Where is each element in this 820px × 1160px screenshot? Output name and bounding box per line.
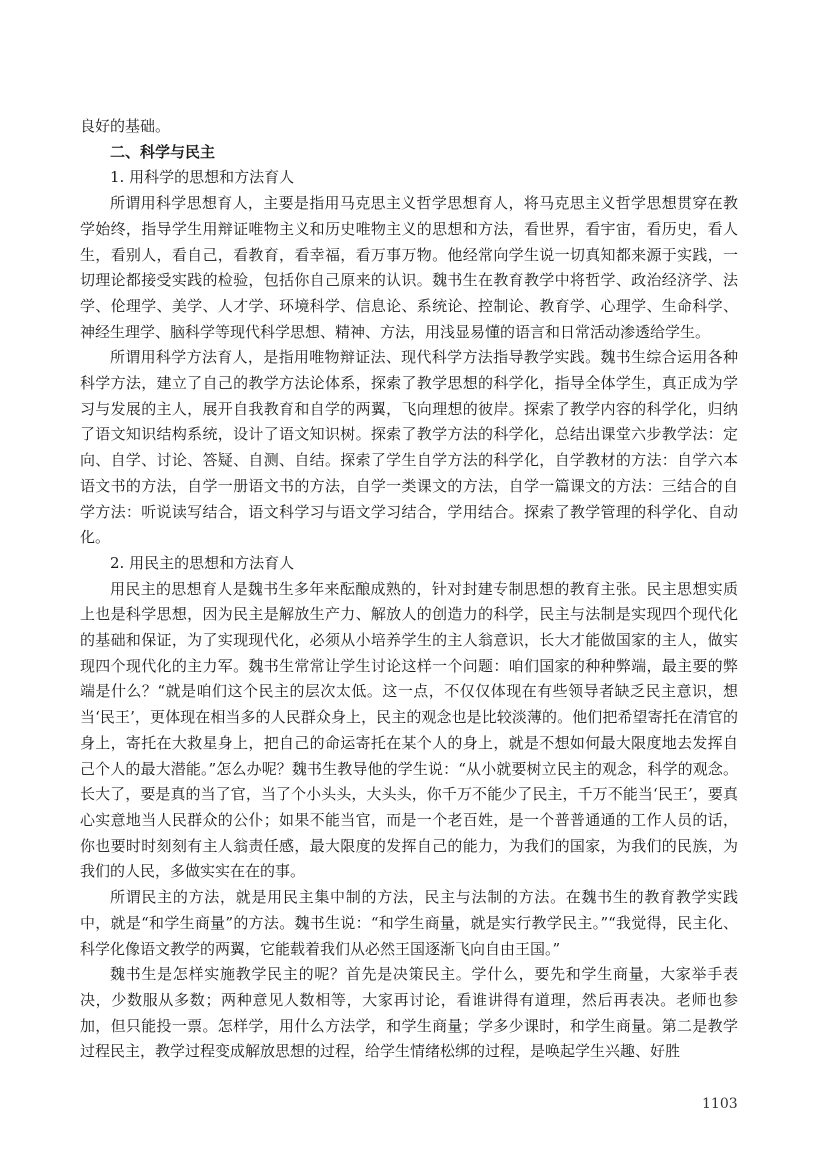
page-number: 1103 — [702, 1096, 738, 1112]
paragraph: 用民主的思想育人是魏书生多年来酝酿成熟的，针对封建专制思想的教育主张。民主思想实质上也是科学思想，因为民主是解放生产力、解放人的创造力的科学，民主与法制是实现四个现代化的基础和保证，为了实现现代化，必须从小培养学生的主人翁意识，长大才能做国家的主人，做实现四个现代化的主力军。魏书生常常让学生讨论这样一个问题：咱们国家的种种弊端，最主要的弊端是什么？“就是咱们这个民主的层次太低。这一点，不仅仅体现在有些领导者缺乏民主意识，想当‘民王’，更体现在相当多的人民群众身上，民主的观念也是比较淡薄的。他们把希望寄托在清官的身上，寄托在大救星身上，把自己的命运寄托在某个人的身上，就是不想如何最大限度地去发挥自己个人的最大潜能。”怎么办呢？魏书生教导他的学生说：“从小就要树立民主的观念，科学的观念。长大了，要是真的当了官，当了个小头头，大头头，你千万不能少了民主，千万不能当‘民王’，要真心实意地当人民群众的公仆；如果不能当官，而是一个老百姓，是一个普普通通的工作人员的话，你也要时时刻刻有主人翁责任感，最大限度的发挥自己的能力，为我们的国家，为我们的民族，为我们的人民，多做实实在在的事。 — [80, 579, 738, 881]
subsection-heading: 2. 用民主的思想和方法育人 — [110, 553, 295, 572]
section-heading: 二、科学与民主 — [110, 142, 216, 161]
paragraph-continuation: 良好的基础。 — [80, 117, 171, 135]
paragraph: 所谓用科学方法育人，是指用唯物辩证法、现代科学方法指导教学实践。魏书生综合运用各种科学方法，建立了自己的教学方法论体系，探索了教学思想的科学化，指导全体学生，真正成为学习与发展的主人，展开自我教育和自学的两翼，飞向理想的彼岸。探索了教学内容的科学化，归纳了语文知识结构系统，设计了语文知识树。探索了教学方法的科学化，总结出课堂六步教学法：定向、自学、讨论、答疑、自测、自结。探索了学生自学方法的科学化，自学教材的方法：自学六本语文书的方法，自学一册语文书的方法，自学一类课文的方法，自学一篇课文的方法：三结合的自学方法：听说读写结合，语文科学习与语文学习结合，学用结合。探索了教学管理的科学化、自动化。 — [80, 348, 738, 547]
paragraph: 所谓用科学思想育人，主要是指用马克思主义哲学思想育人，将马克思主义哲学思想贯穿在教学始终，指导学生用辩证唯物主义和历史唯物主义的思想和方法，看世界，看宇宙，看历史，看人生，看别人，看自己，看教育，看幸福，看万事万物。他经常向学生说一切真知都来源于实践，一切理论都接受实践的检验，包括你自己原来的认识。魏书生在教育教学中将哲学、政治经济学、法学、伦理学、美学、人才学、环境科学、信息论、系统论、控制论、教育学、心理学、生命科学、神经生理学、脑科学等现代科学思想、精神、方法，用浅显易懂的语言和日常活动渗透给学生。 — [80, 194, 738, 341]
paragraph: 魏书生是怎样实施教学民主的呢？首先是决策民主。学什么，要先和学生商量，大家举手表决，少数服从多数；两种意见人数相等，大家再讨论，看谁讲得有道理，然后再表决。老师也参加，但只能投一票。怎样学，用什么方法学，和学生商量；学多少课时，和学生商量。第二是教学过程民主，教学过程变成解放思想的过程，给学生情绪松绑的过程，是唤起学生兴趣、好胜 — [80, 965, 738, 1061]
subsection-heading: 1. 用科学的思想和方法育人 — [110, 168, 295, 187]
body-text — [80, 114, 738, 1065]
paragraph: 所谓民主的方法，就是用民主集中制的方法，民主与法制的方法。在魏书生的教育教学实践中，就是“和学生商量”的方法。魏书生说：“和学生商量，就是实行教学民主。”“我觉得，民主化、科学化像语文教学的两翼，它能载着我们从必然王国逐渐飞向自由王国。” — [80, 888, 738, 958]
